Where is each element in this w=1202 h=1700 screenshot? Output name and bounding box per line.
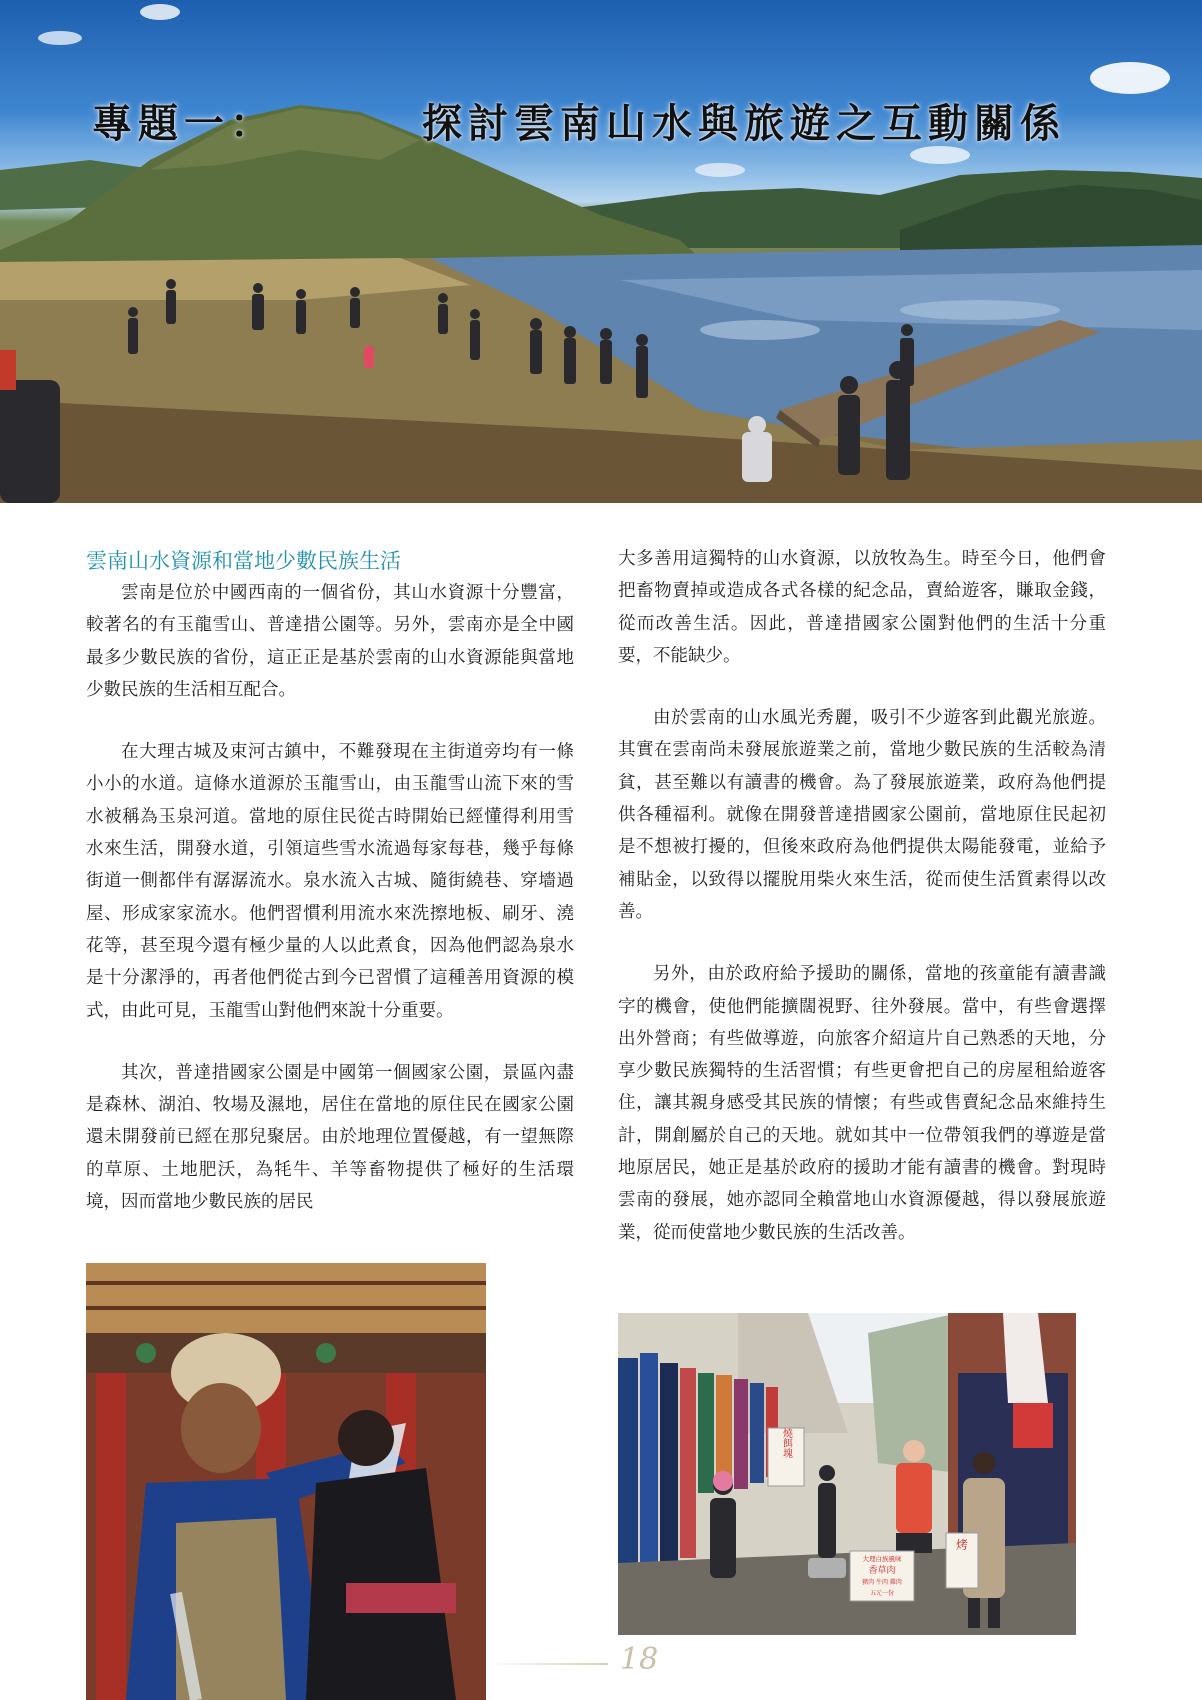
page-number-rule [488,1663,608,1665]
paragraph-left-3: 其次，普達措國家公園是中國第一個國家公園，景區內盡是森林、湖泊、牧場及濕地，居住在當地的原住民在國家公園還未開發前已經在那兒聚居。由於地理位置優越，有一望無際的草原、土地肥沃，為牦牛、羊等畜物提供了極好的生活環境，因而當地少數民族的居民 [86,1062,574,1213]
section-heading: 雲南山水資源和當地少數民族生活 [86,549,401,573]
ceremony-photo [86,1263,486,1700]
street-market-illustration [618,1313,1076,1635]
sign-line2: 豬肉 牛肉 雞肉 [862,1579,902,1586]
banner-title [92,92,1142,152]
article-right-column [618,543,1106,1249]
hero-banner [0,0,1202,503]
article-left-column [86,545,574,1218]
street-market-photo [618,1313,1076,1635]
banner-title-part2: 探討雲南山水與旅遊之互動關係 [422,100,1066,147]
lake-landscape-photo [0,0,1202,503]
paragraph-right-2: 由於雲南的山水風光秀麗，吸引不少遊客到此觀光旅遊。其實在雲南尚未發展旅遊業之前，當地少數民族的生活較為清貧，甚至難以有讀書的機會。為了發展旅遊業，政府為他們提供各種福利。就像在開發普達措國家公園前，當地原住民起初是不想被打擾的，但後來政府為他們提供太陽能發電，並給予補貼金，以致得以擺脫用柴火來生活，從而使生活質素得以改善。 [618,708,1106,922]
page-number: 18 [620,1642,659,1677]
sign-kao: 烤 [955,1538,969,1552]
paragraph-left-2: 在大理古城及束河古鎮中，不難發現在主街道旁均有一條小小的水道。這條水道源於玉龍雪山，由玉龍雪山流下來的雪水被稱為玉泉河道。當地的原住民從古時開始已經懂得利用雪水來生活，開發水道，引領這些雪水流過每家每巷，幾乎每條街道一側都伴有潺潺流水。泉水流入古城、隨街繞巷、穿墻過屋、形成家家流水。他們習慣利用流水來洗擦地板、刷牙、澆花等，甚至現今還有極少量的人以此煮食，因為他們認為泉水是十分潔淨的，再者他們從古到今已習慣了這種善用資源的模式，由此可見，玉龍雪山對他們來說十分重要。 [86,742,574,1021]
sign-title: 大理白族風味 [862,1555,902,1563]
paragraph-right-1: 大多善用這獨特的山水資源，以放牧為生。時至今日，他們會把畜物賣掉或造成各式各樣的紀念品，賣給遊客，賺取金錢，從而改善生活。因此，普達措國家公園對他們的生活十分重要，不能缺少。 [618,549,1106,666]
sign-line1: 香草肉 [868,1566,896,1576]
sign-line3: 五元一份 [869,1590,895,1597]
paragraph-left-1: 雲南是位於中國西南的一個省份，其山水資源十分豐富，較著名的有玉龍雪山、普達措公園等。另外，雲南亦是全中國最多少數民族的省份，這正正是基於雲南的山水資源能與當地少數民族的生活相互配合。 [86,583,574,700]
ceremony-illustration [86,1263,486,1700]
banner-title-part1: 專題一： [92,100,276,147]
sign-shaobingkuai: 燒餌塊 [780,1428,792,1458]
paragraph-right-3: 另外，由於政府給予援助的關係，當地的孩童能有讀書識字的機會，使他們能擴闊視野、往外發展。當中，有些會選擇出外營商；有些做導遊，向旅客介紹這片自己熟悉的天地，分享少數民族獨特的生活習慣；有些更會把自己的房屋租給遊客住，讓其親身感受其民族的情懷；有些或售賣紀念品來維持生計，開創屬於自己的天地。就如其中一位帶領我們的導遊是當地原居民，她正是基於政府的援助才能有讀書的機會。對現時雲南的發展，她亦認同全賴當地山水資源優越，得以發展旅遊業，從而使當地少數民族的生活改善。 [618,964,1106,1243]
